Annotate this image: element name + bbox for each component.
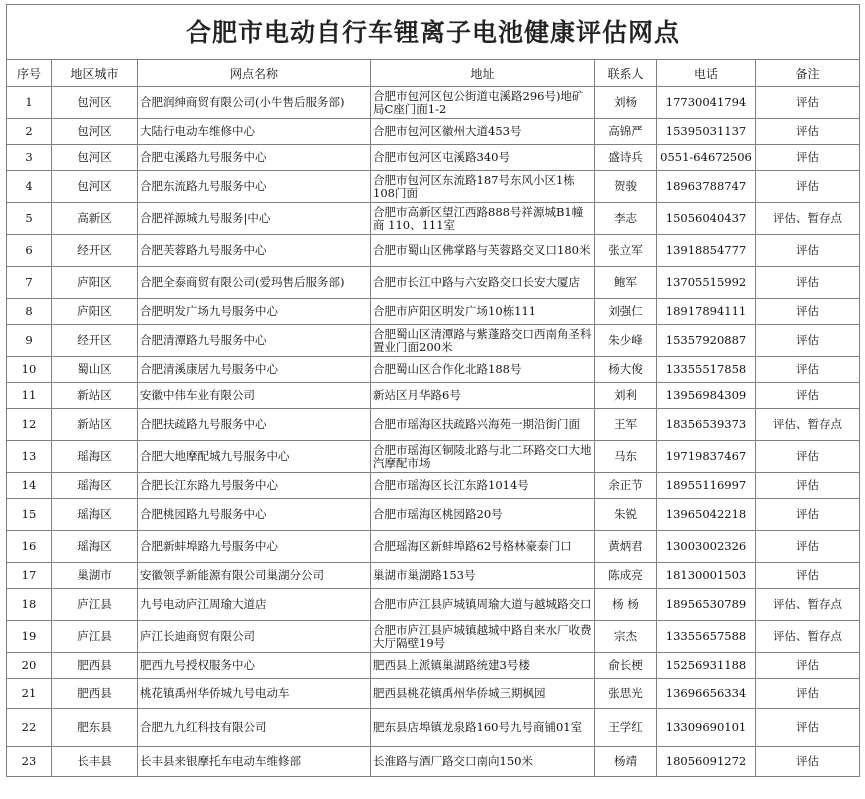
table-row [7, 357, 860, 383]
cell-address: 合肥市瑶海区扶疏路兴海苑一期沿街门面 [371, 409, 595, 441]
table-row [7, 145, 860, 171]
cell-note: 评估、暂存点 [756, 409, 860, 441]
cell-note: 评估 [756, 87, 860, 119]
cell-phone: 13918854777 [657, 235, 756, 267]
cell-district: 庐江县 [52, 621, 138, 653]
table-row [7, 409, 860, 441]
cell-phone: 13309690101 [657, 709, 756, 747]
cell-name: 合肥清溪康居九号服务中心 [138, 357, 371, 383]
cell-note: 评估 [756, 679, 860, 709]
cell-contact: 俞长梗 [595, 653, 657, 679]
cell-district: 庐江县 [52, 589, 138, 621]
cell-contact: 宗杰 [595, 621, 657, 653]
title-row [7, 5, 860, 60]
cell-phone: 18056091272 [657, 747, 756, 777]
cell-address: 合肥市庐江县庐城镇周瑜大道与越城路交口 [371, 589, 595, 621]
cell-contact: 高锦严 [595, 119, 657, 145]
cell-district: 包河区 [52, 171, 138, 203]
cell-address: 合肥市高新区望江西路888号祥源城B1幢 商 110、111室 [371, 203, 595, 235]
cell-district: 庐阳区 [52, 267, 138, 299]
cell-address: 合肥蜀山区合作化北路188号 [371, 357, 595, 383]
cell-note: 评估 [756, 119, 860, 145]
cell-address: 合肥市瑶海区长江东路1014号 [371, 473, 595, 499]
cell-district: 新站区 [52, 383, 138, 409]
cell-no: 14 [7, 473, 52, 499]
cell-contact: 李志 [595, 203, 657, 235]
table-row [7, 87, 860, 119]
cell-note: 评估 [756, 325, 860, 357]
cell-phone: 15395031137 [657, 119, 756, 145]
cell-phone: 17730041794 [657, 87, 756, 119]
cell-note: 评估 [756, 499, 860, 531]
cell-note: 评估 [756, 709, 860, 747]
cell-no: 6 [7, 235, 52, 267]
cell-address: 合肥市包河区东流路187号东风小区1栋108门面 [371, 171, 595, 203]
cell-note: 评估 [756, 267, 860, 299]
table-row [7, 299, 860, 325]
cell-phone: 13355517858 [657, 357, 756, 383]
cell-note: 评估 [756, 473, 860, 499]
col-header-note: 备注 [756, 60, 860, 87]
cell-note: 评估、暂存点 [756, 203, 860, 235]
cell-note: 评估 [756, 653, 860, 679]
table-row [7, 171, 860, 203]
cell-note: 评估 [756, 171, 860, 203]
col-header-no: 序号 [7, 60, 52, 87]
cell-address: 合肥市瑶海区铜陵北路与北二环路交口大地汽摩配市场 [371, 441, 595, 473]
cell-district: 瑶海区 [52, 473, 138, 499]
table-row [7, 473, 860, 499]
cell-name: 合肥桃园路九号服务中心 [138, 499, 371, 531]
cell-district: 新站区 [52, 409, 138, 441]
cell-contact: 王学红 [595, 709, 657, 747]
page-title: 合肥市电动自行车锂离子电池健康评估网点 [7, 5, 860, 60]
cell-note: 评估 [756, 357, 860, 383]
cell-name: 桃花镇禹州华侨城九号电动车 [138, 679, 371, 709]
cell-note: 评估、暂存点 [756, 621, 860, 653]
cell-district: 肥西县 [52, 653, 138, 679]
col-header-phone: 电话 [657, 60, 756, 87]
cell-phone: 13705515992 [657, 267, 756, 299]
cell-district: 瑶海区 [52, 441, 138, 473]
cell-contact: 鲍军 [595, 267, 657, 299]
cell-name: 安徽中伟车业有限公司 [138, 383, 371, 409]
cell-contact: 张立军 [595, 235, 657, 267]
cell-name: 合肥清潭路九号服务中心 [138, 325, 371, 357]
cell-phone: 18130001503 [657, 563, 756, 589]
cell-name: 庐江长迪商贸有限公司 [138, 621, 371, 653]
cell-district: 肥西县 [52, 679, 138, 709]
cell-no: 9 [7, 325, 52, 357]
cell-no: 11 [7, 383, 52, 409]
cell-district: 包河区 [52, 145, 138, 171]
cell-contact: 盛诗兵 [595, 145, 657, 171]
cell-name: 长丰县来银摩托车电动车维修部 [138, 747, 371, 777]
cell-no: 20 [7, 653, 52, 679]
cell-note: 评估 [756, 563, 860, 589]
cell-address: 合肥市包河区包公街道屯溪路296号)地矿局C座门面1-2 [371, 87, 595, 119]
cell-name: 合肥润绅商贸有限公司(小牛售后服务部) [138, 87, 371, 119]
cell-name: 合肥全泰商贸有限公司(爱玛售后服务部) [138, 267, 371, 299]
cell-address: 合肥市蜀山区佛掌路与芙蓉路交叉口180米 [371, 235, 595, 267]
cell-name: 九号电动庐江周瑜大道店 [138, 589, 371, 621]
cell-no: 12 [7, 409, 52, 441]
cell-no: 19 [7, 621, 52, 653]
cell-phone: 15357920887 [657, 325, 756, 357]
table-row [7, 531, 860, 563]
cell-name: 合肥屯溪路九号服务中心 [138, 145, 371, 171]
cell-no: 5 [7, 203, 52, 235]
cell-no: 3 [7, 145, 52, 171]
table-row [7, 383, 860, 409]
cell-address: 合肥市庐阳区明发广场10栋111 [371, 299, 595, 325]
cell-district: 肥东县 [52, 709, 138, 747]
cell-contact: 杨靖 [595, 747, 657, 777]
cell-address: 肥西县桃花镇禹州华侨城三期枫园 [371, 679, 595, 709]
cell-district: 庐阳区 [52, 299, 138, 325]
col-header-district: 地区城市 [52, 60, 138, 87]
cell-phone: 13956984309 [657, 383, 756, 409]
cell-no: 8 [7, 299, 52, 325]
cell-name: 合肥九九红科技有限公司 [138, 709, 371, 747]
cell-district: 瑶海区 [52, 531, 138, 563]
cell-name: 肥西九号授权服务中心 [138, 653, 371, 679]
cell-district: 经开区 [52, 325, 138, 357]
cell-phone: 18356539373 [657, 409, 756, 441]
cell-note: 评估 [756, 145, 860, 171]
cell-name: 安徽领孚新能源有限公司巢湖分公司 [138, 563, 371, 589]
cell-name: 合肥东流路九号服务中心 [138, 171, 371, 203]
cell-address: 合肥市瑶海区桃园路20号 [371, 499, 595, 531]
cell-phone: 18955116997 [657, 473, 756, 499]
cell-contact: 朱少峰 [595, 325, 657, 357]
col-header-contact: 联系人 [595, 60, 657, 87]
cell-name: 合肥祥源城九号服务|中心 [138, 203, 371, 235]
cell-contact: 刘利 [595, 383, 657, 409]
cell-note: 评估 [756, 383, 860, 409]
cell-no: 16 [7, 531, 52, 563]
cell-no: 2 [7, 119, 52, 145]
cell-no: 10 [7, 357, 52, 383]
cell-district: 包河区 [52, 87, 138, 119]
cell-phone: 18963788747 [657, 171, 756, 203]
outlet-table [6, 4, 860, 777]
table-row [7, 747, 860, 777]
cell-name: 大陆行电动车维修中心 [138, 119, 371, 145]
cell-district: 高新区 [52, 203, 138, 235]
cell-address: 合肥市包河区屯溪路340号 [371, 145, 595, 171]
cell-phone: 18956530789 [657, 589, 756, 621]
cell-note: 评估 [756, 441, 860, 473]
table-row [7, 679, 860, 709]
header-row [7, 60, 860, 87]
cell-phone: 19719837467 [657, 441, 756, 473]
cell-no: 1 [7, 87, 52, 119]
cell-no: 23 [7, 747, 52, 777]
cell-no: 13 [7, 441, 52, 473]
cell-no: 22 [7, 709, 52, 747]
cell-contact: 王军 [595, 409, 657, 441]
cell-phone: 15056040437 [657, 203, 756, 235]
table-row [7, 325, 860, 357]
cell-no: 17 [7, 563, 52, 589]
cell-address: 合肥瑶海区新蚌埠路62号格林豪泰门口 [371, 531, 595, 563]
cell-district: 长丰县 [52, 747, 138, 777]
cell-name: 合肥明发广场九号服务中心 [138, 299, 371, 325]
cell-contact: 贺骏 [595, 171, 657, 203]
table-row [7, 203, 860, 235]
cell-district: 经开区 [52, 235, 138, 267]
cell-note: 评估 [756, 299, 860, 325]
cell-phone: 13696656334 [657, 679, 756, 709]
cell-name: 合肥新蚌埠路九号服务中心 [138, 531, 371, 563]
cell-address: 肥西县上派镇巢湖路统建3号楼 [371, 653, 595, 679]
table-row [7, 653, 860, 679]
cell-contact: 马东 [595, 441, 657, 473]
table-row [7, 267, 860, 299]
cell-phone: 13003002326 [657, 531, 756, 563]
cell-address: 肥东县店埠镇龙泉路160号九号商铺01室 [371, 709, 595, 747]
cell-phone: 18917894111 [657, 299, 756, 325]
cell-no: 18 [7, 589, 52, 621]
table-row [7, 235, 860, 267]
cell-address: 合肥市长江中路与六安路交口长安大厦店 [371, 267, 595, 299]
cell-district: 蜀山区 [52, 357, 138, 383]
cell-phone: 0551-64672506 [657, 145, 756, 171]
table-row [7, 621, 860, 653]
cell-name: 合肥芙蓉路九号服务中心 [138, 235, 371, 267]
cell-no: 7 [7, 267, 52, 299]
cell-district: 包河区 [52, 119, 138, 145]
cell-contact: 张思光 [595, 679, 657, 709]
table-row [7, 441, 860, 473]
table-row [7, 589, 860, 621]
cell-address: 合肥市包河区徽州大道453号 [371, 119, 595, 145]
col-header-address: 地址 [371, 60, 595, 87]
table-row [7, 709, 860, 747]
cell-phone: 13965042218 [657, 499, 756, 531]
cell-contact: 刘杨 [595, 87, 657, 119]
cell-name: 合肥大地摩配城九号服务中心 [138, 441, 371, 473]
cell-no: 21 [7, 679, 52, 709]
cell-note: 评估、暂存点 [756, 589, 860, 621]
cell-contact: 朱锐 [595, 499, 657, 531]
cell-contact: 黄炳君 [595, 531, 657, 563]
cell-note: 评估 [756, 747, 860, 777]
table-row [7, 499, 860, 531]
cell-phone: 15256931188 [657, 653, 756, 679]
cell-address: 新站区月华路6号 [371, 383, 595, 409]
cell-note: 评估 [756, 531, 860, 563]
cell-contact: 杨大俊 [595, 357, 657, 383]
table-row [7, 563, 860, 589]
cell-address: 巢湖市巢湖路153号 [371, 563, 595, 589]
cell-name: 合肥扶疏路九号服务中心 [138, 409, 371, 441]
cell-name: 合肥长江东路九号服务中心 [138, 473, 371, 499]
cell-contact: 刘强仁 [595, 299, 657, 325]
cell-address: 合肥蜀山区清潭路与紫蓬路交口西南角圣科置业门面200米 [371, 325, 595, 357]
cell-contact: 陈成亮 [595, 563, 657, 589]
cell-no: 4 [7, 171, 52, 203]
cell-no: 15 [7, 499, 52, 531]
cell-district: 巢湖市 [52, 563, 138, 589]
cell-phone: 13355657588 [657, 621, 756, 653]
cell-district: 瑶海区 [52, 499, 138, 531]
cell-address: 合肥市庐江县庐城镇越城中路自来水厂收费大厅隔壁19号 [371, 621, 595, 653]
cell-address: 长淮路与酒厂路交口南向150米 [371, 747, 595, 777]
cell-contact: 杨 杨 [595, 589, 657, 621]
col-header-name: 网点名称 [138, 60, 371, 87]
cell-note: 评估 [756, 235, 860, 267]
spreadsheet [6, 4, 859, 777]
table-row [7, 119, 860, 145]
cell-contact: 余正节 [595, 473, 657, 499]
